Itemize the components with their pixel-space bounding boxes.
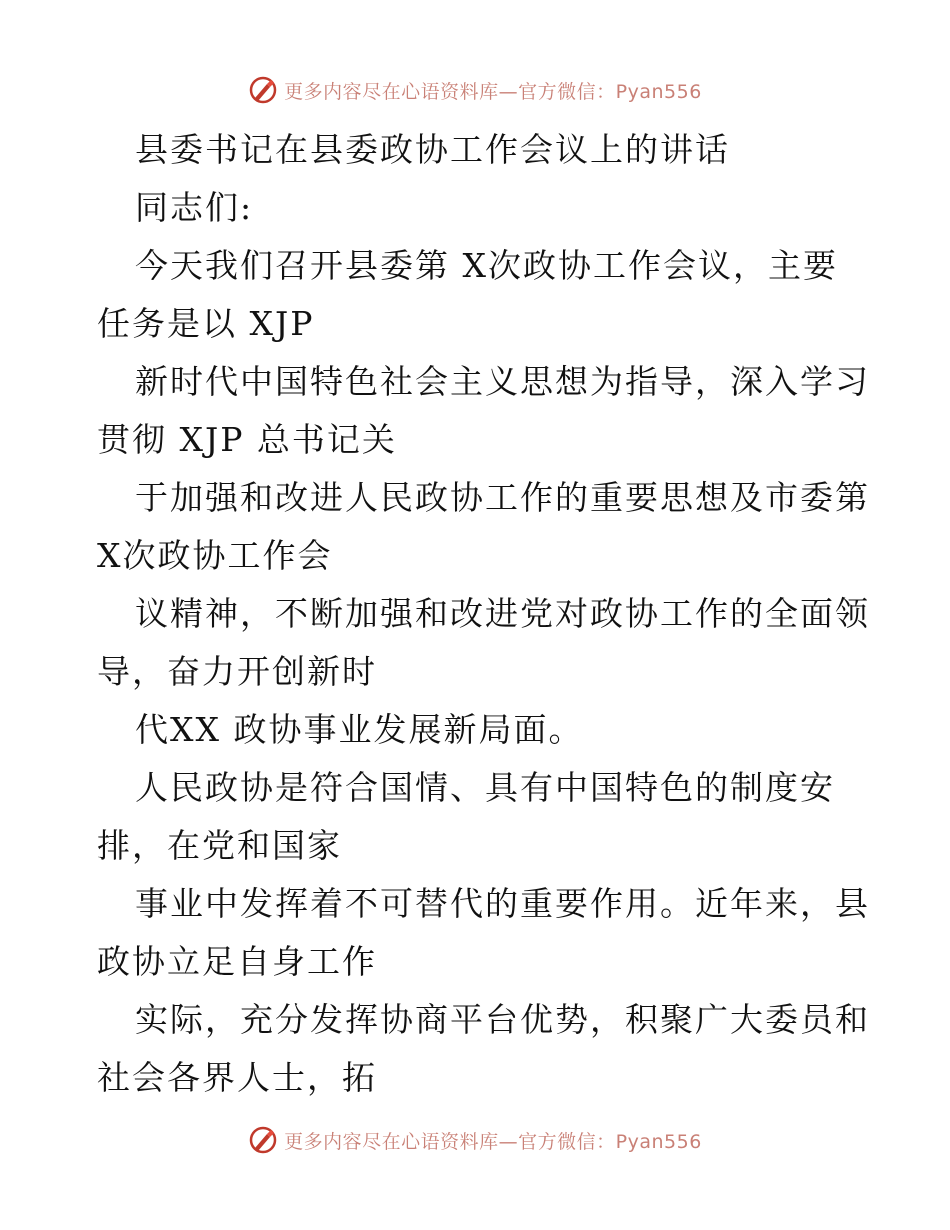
document-title: 县委书记在县委政协工作会议上的讲话 <box>135 130 730 169</box>
text-line: 人民政协是符合国情、具有中国特色的制度安 <box>135 768 835 807</box>
text-line: 事业中发挥着不可替代的重要作用。近年来，县 <box>135 884 870 923</box>
watermark-banner-bottom <box>0 1120 950 1160</box>
text-line: 导，奋力开创新时 <box>97 652 377 691</box>
text-line: 排，在党和国家 <box>97 826 342 865</box>
text-line: X次政协工作会 <box>97 536 333 575</box>
text-line: 于加强和改进人民政协工作的重要思想及市委第 <box>135 478 870 517</box>
text-line: 贯彻 XJP 总书记关 <box>97 420 397 459</box>
watermark-text: 更多内容尽在心语资料库—官方微信：Pyan556 <box>284 80 702 103</box>
text-line: 任务是以 XJP <box>97 304 315 343</box>
salutation: 同志们: <box>135 188 254 227</box>
text-line: 代XX 政协事业发展新局面。 <box>135 710 584 749</box>
document-body <box>97 121 870 1107</box>
text-line: 社会各界人士，拓 <box>97 1058 377 1097</box>
text-line: 今天我们召开县委第 X次政协工作会议，主要 <box>135 246 838 285</box>
pen-logo-icon <box>248 75 278 105</box>
text-line: 议精神，不断加强和改进党对政协工作的全面领 <box>135 594 870 633</box>
text-line: 新时代中国特色社会主义思想为指导，深入学习 <box>135 362 870 401</box>
pen-logo-icon <box>248 1125 278 1155</box>
watermark-text: 更多内容尽在心语资料库—官方微信：Pyan556 <box>284 1130 702 1153</box>
text-line: 实际，充分发挥协商平台优势，积聚广大委员和 <box>135 1000 870 1039</box>
watermark-banner-top <box>0 70 950 110</box>
text-line: 政协立足自身工作 <box>97 942 377 981</box>
